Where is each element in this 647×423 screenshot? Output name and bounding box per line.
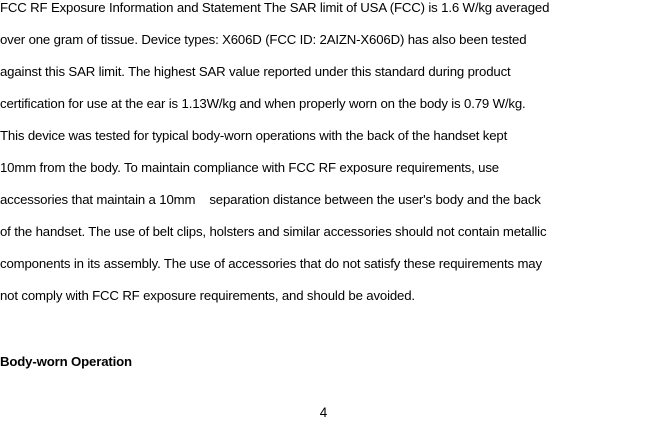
body-text-line: This device was tested for typical body-worn operations with the back of the handset kept (0, 128, 508, 143)
body-text-line: certification for use at the ear is 1.13W/kg and when properly worn on the body is 0.79 W/kg. (0, 96, 526, 111)
body-text-line: of the handset. The use of belt clips, holsters and similar accessories should not contain metallic (0, 224, 547, 239)
body-text-line: not comply with FCC RF exposure requirements, and should be avoided. (0, 288, 415, 303)
body-text-line: FCC RF Exposure Information and Statement The SAR limit of USA (FCC) is 1.6 W/kg averaged (0, 0, 550, 15)
body-text-line: against this SAR limit. The highest SAR value reported under this standard during product (0, 64, 511, 79)
body-text-line: over one gram of tissue. Device types: X606D (FCC ID: 2AIZN-X606D) has also been tested (0, 32, 527, 47)
body-text-line: accessories that maintain a 10mm separation distance between the user's body and the back (0, 192, 541, 207)
body-text-line: 10mm from the body. To maintain compliance with FCC RF exposure requirements, use (0, 160, 499, 175)
page-number: 4 (319, 405, 328, 420)
body-text-line: components in its assembly. The use of accessories that do not satisfy these requirements may (0, 256, 542, 271)
section-heading: Body-worn Operation (0, 354, 132, 369)
